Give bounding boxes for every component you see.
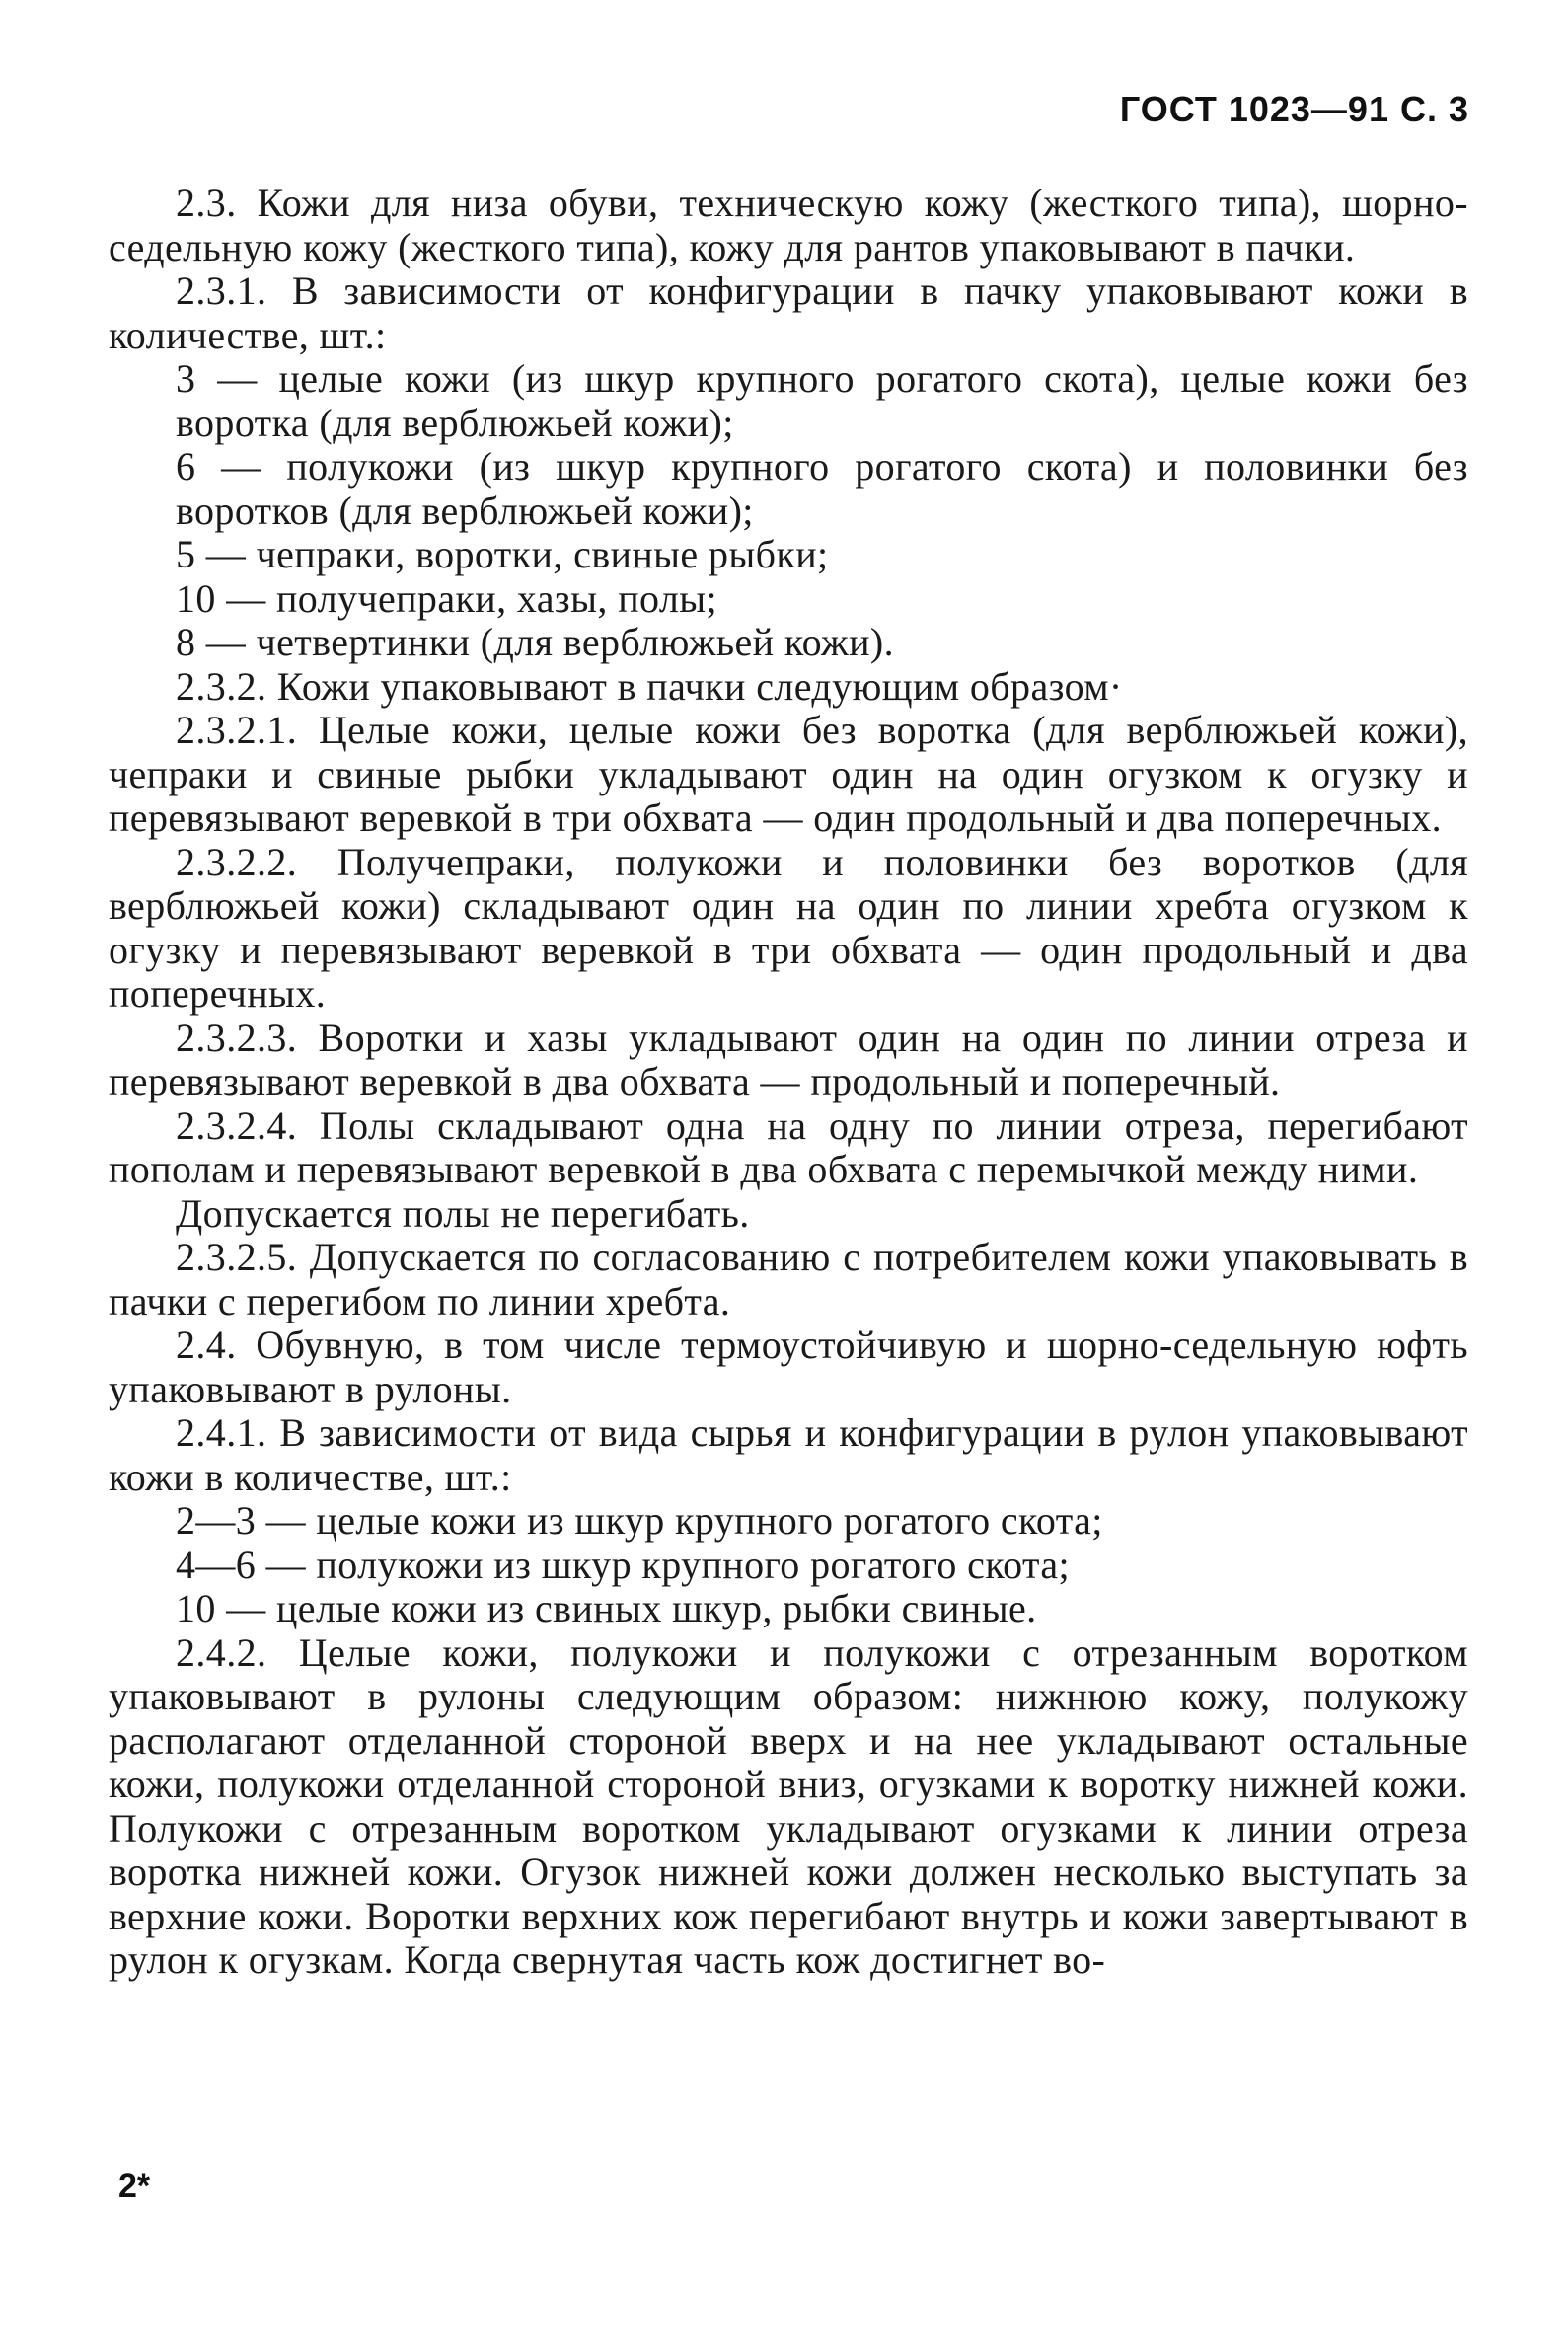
clause-2-3-2-2: 2.3.2.2. Получепраки, полукожи и половинки без воротков (для верблюжьей кожи) складывают один на один по линии хребта огузком к огузку и перевязывают веревкой в три обхвата — один продольный и два поперечных.	[109, 839, 1468, 1016]
list-item-2-3-1-c: 5 — чепраки, воротки, свиные рыбки;	[176, 532, 829, 576]
clause-2-3-2-1: 2.3.2.1. Целые кожи, целые кожи без воротка (для верблюжьей кожи), чепраки и свиные рыбки укладывают один на один огузком к огузку и перевязывают веревкой в три обхвата — один продольный и два поперечных.	[109, 708, 1468, 840]
list-item-2-3-1-a: 3 — целые кожи (из шкур крупного рогатого скота), целые кожи без воротка (для верблюжьей кожи);	[176, 356, 1468, 445]
signature-mark: 2*	[118, 2167, 151, 2205]
list-item-2-3-1-b: 6 — полукожи (из шкур крупного рогатого скота) и половинки без воротков (для верблюжьей кожи);	[176, 444, 1468, 533]
clause-2-4: 2.4. Обувную, в том числе термоустойчивую и шорно-седельную юфть упаковывают в рулоны.	[109, 1323, 1468, 1411]
list-item-2-4-1-c: 10 — целые кожи из свиных шкур, рыбки свиные.	[176, 1586, 1037, 1630]
clause-2-3-2-4: 2.3.2.4. Полы складывают одна на одну по линии отреза, перегибают пополам и перевязывают веревкой в два обхвата с перемычкой между ними.	[109, 1102, 1468, 1191]
clause-2-3: 2.3. Кожи для низа обуви, техническую кожу (жесткого типа), шорно-седельную кожу (жесткого типа), кожу для рантов упаковывают в пачки.	[109, 181, 1468, 269]
list-item-2-3-1-d: 10 — получепраки, хазы, полы;	[176, 575, 718, 621]
list-item-2-3-1-e: 8 — четвертинки (для верблюжьей кожи).	[176, 620, 895, 664]
clause-2-4-1: 2.4.1. В зависимости от вида сырья и конфигурации в рулон упаковывают кожи в количестве, шт.:	[109, 1410, 1468, 1499]
clause-2-3-2-3: 2.3.2.3. Воротки и хазы укладывают один на один по линии отреза и перевязывают веревкой в два обхвата — продольный и поперечный.	[109, 1015, 1468, 1103]
clause-2-3-2: 2.3.2. Кожи упаковывают в пачки следующим образом·	[176, 663, 1123, 709]
clause-2-3-2-5: 2.3.2.5. Допускается по согласованию с потребителем кожи упаковывать в пачки с перегибом по линии хребта.	[109, 1235, 1468, 1323]
clause-2-4-2: 2.4.2. Целые кожи, полукожи и полукожи с отрезанным воротком упаковывают в рулоны следующим образом: нижнюю кожу, полукожу располагают отделанной стороной вверх и на нее укладывают остальные кожи, полукожи отделанной стороной вниз, огузками к воротку нижней кожи. Полукожи с отрезанным воротком укладывают огузками к линии отреза воротка нижней кожи. Огузок нижней кожи должен несколько выступать за верхние кожи. Воротки верхних кож перегибают внутрь и кожи завертывают в рулон к огузкам. Когда свернутая часть кож достигнет во-	[109, 1629, 1468, 1982]
document-body	[109, 182, 1468, 1983]
running-header: ГОСТ 1023—91 С. 3	[1119, 89, 1469, 129]
list-item-2-4-1-a: 2—3 — целые кожи из шкур крупного рогатого скота;	[176, 1498, 1103, 1543]
clause-2-3-1: 2.3.1. В зависимости от конфигурации в пачку упаковывают кожи в количестве, шт.:	[109, 268, 1468, 357]
list-item-2-4-1-b: 4—6 — полукожи из шкур крупного рогатого скота;	[176, 1542, 1071, 1587]
clause-2-3-2-4-note: Допускается полы не перегибать.	[176, 1190, 750, 1236]
